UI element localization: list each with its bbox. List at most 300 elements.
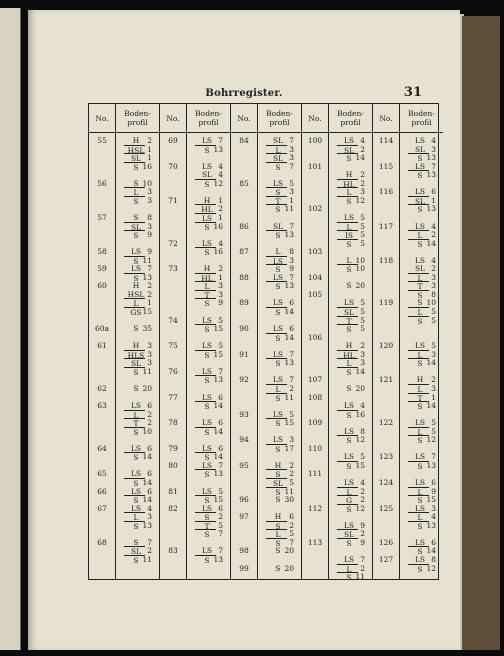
- layer-thickness: 4: [431, 255, 436, 265]
- layer-thickness: 2: [360, 529, 365, 539]
- layer-thickness: 7: [147, 537, 152, 547]
- soil-type-code: LS: [414, 341, 426, 351]
- layer-thickness: 12: [213, 178, 223, 188]
- header-soil-profile-line2: profil: [269, 118, 290, 127]
- borehole-number: 77: [168, 392, 178, 402]
- soil-type-code: LS: [201, 503, 213, 513]
- layer-thickness: 7: [218, 460, 223, 470]
- layer-thickness: 11: [142, 366, 152, 376]
- soil-type-code: SL: [201, 170, 213, 180]
- layer-thickness: 12: [355, 503, 365, 513]
- soil-type-code: HLS: [124, 350, 145, 360]
- layer-thickness: 2: [289, 469, 294, 479]
- soil-type-code: S: [124, 273, 145, 283]
- soil-type-code: GS: [124, 307, 145, 317]
- layer-thickness: 14: [142, 478, 152, 487]
- profile-layer: [124, 367, 155, 377]
- layer-thickness: 7: [289, 349, 294, 359]
- layer-thickness: 13: [213, 554, 223, 564]
- layer-thickness: 11: [284, 392, 294, 402]
- layer-thickness: 13: [426, 520, 436, 530]
- soil-type-code: S: [133, 383, 139, 393]
- soil-type-code: S: [266, 204, 287, 214]
- header-soil-profile-line2: profil: [127, 118, 148, 127]
- soil-type-code: S: [195, 350, 216, 360]
- layer-thickness: 14: [213, 426, 223, 436]
- profile-layer: [195, 298, 226, 308]
- column-soil-profile: [187, 104, 230, 579]
- layer-thickness: 1: [431, 195, 436, 205]
- layer-thickness: 13: [284, 230, 294, 240]
- profile-layer: [408, 435, 439, 445]
- borehole-number: 81: [168, 486, 178, 496]
- layer-thickness: 9: [360, 520, 365, 530]
- soil-type-code: S: [266, 162, 287, 172]
- soil-type-code: LS: [272, 178, 284, 188]
- layer-thickness: 5: [218, 486, 223, 496]
- soil-type-code: SL: [337, 307, 358, 317]
- borehole-number: 122: [378, 418, 394, 428]
- soil-type-code: S: [195, 529, 216, 539]
- layer-thickness: 1: [218, 272, 223, 282]
- soil-type-code: S: [124, 555, 145, 565]
- header-number: No.: [89, 104, 115, 133]
- profile-layer: [408, 358, 439, 368]
- layer-thickness: 15: [213, 349, 223, 359]
- profile-layer: [124, 521, 155, 531]
- soil-type-code: S: [133, 537, 139, 547]
- layer-thickness: 1: [218, 212, 223, 222]
- profile-layer: [124, 427, 155, 437]
- soil-type-code: H: [274, 512, 282, 522]
- soil-type-code: S: [337, 504, 358, 514]
- soil-type-code: LS: [414, 221, 426, 231]
- layer-thickness: 12: [426, 563, 436, 573]
- layer-thickness: 14: [426, 358, 436, 368]
- borehole-number: 60a: [94, 324, 109, 334]
- soil-type-code: HL: [337, 179, 358, 189]
- layer-thickness: 13: [213, 375, 223, 385]
- borehole-number: 100: [307, 136, 323, 145]
- soil-type-code: L: [337, 564, 358, 574]
- layer-thickness: 3: [147, 349, 152, 359]
- layer-thickness: 35: [142, 324, 152, 334]
- layer-thickness: 2: [360, 563, 365, 573]
- column-number: [160, 104, 187, 579]
- soil-type-code: H: [132, 136, 140, 145]
- layer-thickness: 2: [360, 170, 365, 180]
- layer-thickness: 14: [284, 307, 294, 316]
- layer-thickness: 20: [142, 383, 152, 393]
- soil-type-code: SL: [124, 153, 145, 163]
- soil-type-code: S: [337, 435, 358, 445]
- header-soil-profile: [400, 104, 443, 133]
- layer-thickness: 2: [147, 136, 152, 145]
- soil-type-code: L: [195, 281, 216, 291]
- soil-type-code: S: [195, 179, 216, 189]
- borehole-number: 126: [378, 537, 394, 547]
- borehole-number: 70: [168, 161, 178, 171]
- soil-type-code: LS: [272, 435, 284, 445]
- layer-thickness: 11: [142, 255, 152, 265]
- soil-type-code: LS: [201, 546, 213, 556]
- soil-type-code: LS: [130, 401, 142, 411]
- layer-thickness: 14: [355, 153, 365, 163]
- layer-thickness: 3: [147, 221, 152, 231]
- layer-thickness: 7: [289, 537, 294, 547]
- layer-thickness: 1: [289, 195, 294, 205]
- soil-type-code: S: [195, 555, 216, 565]
- layer-thickness: 7: [289, 375, 294, 385]
- borehole-number: 127: [378, 554, 394, 564]
- soil-type-code: LS: [414, 136, 426, 145]
- layer-thickness: 14: [426, 238, 436, 248]
- layer-thickness: 3: [431, 383, 436, 393]
- layer-thickness: 2: [218, 204, 223, 214]
- layer-thickness: 13: [142, 520, 152, 530]
- soil-type-code: L: [124, 187, 145, 197]
- layer-thickness: 2: [147, 418, 152, 428]
- layer-thickness: 6: [147, 486, 152, 496]
- layer-thickness: 2: [360, 341, 365, 351]
- soil-type-code: LS: [414, 161, 426, 171]
- layer-thickness: 2: [431, 230, 436, 240]
- layer-thickness: 10: [426, 298, 436, 308]
- layer-thickness: 3: [431, 281, 436, 291]
- column-number: [89, 104, 116, 579]
- column-soil-profile: [258, 104, 301, 579]
- soil-type-code: T: [195, 290, 216, 300]
- profile-layer: [266, 495, 297, 504]
- borehole-number: 113: [307, 537, 323, 547]
- soil-type-code: T: [408, 281, 429, 291]
- header-number: No.: [160, 104, 186, 133]
- profile-layer: [266, 230, 297, 240]
- soil-type-code: L: [266, 529, 287, 539]
- profile-layer: [408, 170, 439, 180]
- borehole-number: 76: [168, 366, 178, 376]
- borehole-register-table: [88, 103, 439, 583]
- borehole-number: 62: [97, 383, 107, 393]
- profile-layer: [337, 196, 368, 206]
- borehole-number: 82: [168, 503, 178, 513]
- soil-type-code: S: [266, 307, 287, 317]
- layer-thickness: 2: [431, 375, 436, 385]
- soil-type-code: LS: [414, 418, 426, 428]
- soil-type-code: L: [266, 145, 287, 155]
- soil-type-code: SL: [408, 196, 429, 206]
- soil-type-code: S: [275, 563, 281, 573]
- profile-layer: [195, 247, 226, 257]
- profile-layer: [266, 307, 297, 317]
- layer-thickness: 16: [213, 247, 223, 257]
- borehole-number: 71: [168, 195, 178, 205]
- soil-type-code: S: [408, 290, 429, 300]
- profile-layer: [195, 324, 226, 334]
- header-number: No.: [373, 104, 399, 133]
- layer-thickness: 6: [431, 537, 436, 547]
- soil-type-code: S: [124, 162, 145, 172]
- layer-thickness: 9: [431, 486, 436, 496]
- facing-page-edge: [0, 8, 21, 650]
- soil-type-code: L: [408, 230, 429, 240]
- layer-thickness: 5: [360, 230, 365, 240]
- soil-type-code: S: [195, 247, 216, 257]
- soil-type-code: S: [195, 375, 216, 385]
- soil-type-code: S: [408, 495, 429, 505]
- soil-type-code: L: [337, 487, 358, 497]
- book-cover-edge: [462, 16, 500, 650]
- layer-thickness: 3: [360, 358, 365, 368]
- profile-layer: [337, 410, 368, 420]
- soil-type-code: LS: [201, 460, 213, 470]
- layer-thickness: 10: [355, 255, 365, 265]
- header-soil-profile: [258, 104, 301, 133]
- soil-type-code: H: [274, 460, 282, 470]
- soil-type-code: S: [408, 461, 429, 471]
- layer-thickness: 20: [355, 281, 365, 291]
- borehole-number: 90: [239, 324, 249, 334]
- layer-thickness: 7: [360, 554, 365, 564]
- layer-thickness: 5: [360, 221, 365, 231]
- profile-layer: [337, 461, 368, 471]
- borehole-number: 121: [378, 375, 394, 385]
- profile-layer: [266, 564, 297, 573]
- page-number: 31: [403, 85, 422, 100]
- borehole-number: 102: [307, 204, 323, 214]
- soil-type-code: LS: [201, 161, 213, 171]
- soil-type-code: S: [133, 212, 139, 222]
- borehole-number: 108: [307, 392, 323, 402]
- layer-thickness: 14: [213, 401, 223, 411]
- profile-layer: [337, 367, 368, 377]
- soil-type-code: H: [132, 281, 140, 291]
- profile-layer: [266, 546, 297, 555]
- layer-thickness: 14: [142, 452, 152, 462]
- soil-type-code: LS: [414, 452, 426, 462]
- layer-thickness: 15: [213, 495, 223, 505]
- running-title: Bohrregister.: [205, 88, 283, 99]
- layer-thickness: 4: [218, 161, 223, 171]
- borehole-number: 63: [97, 401, 107, 411]
- borehole-number: 83: [168, 546, 178, 556]
- borehole-number: 92: [239, 375, 249, 385]
- soil-type-code: S: [133, 178, 139, 188]
- borehole-number: 87: [239, 247, 249, 257]
- layer-thickness: 16: [142, 161, 152, 171]
- layer-thickness: 14: [213, 452, 223, 462]
- soil-type-code: S: [346, 281, 352, 291]
- soil-type-code: T: [266, 196, 287, 206]
- profile-layer: [266, 281, 297, 291]
- layer-thickness: 2: [289, 520, 294, 530]
- layer-thickness: 16: [355, 409, 365, 419]
- column-soil-profile: [116, 104, 159, 579]
- soil-type-code: LS: [195, 213, 216, 223]
- borehole-number: 68: [97, 537, 107, 547]
- soil-type-code: S: [124, 427, 145, 437]
- soil-type-code: L: [408, 512, 429, 522]
- soil-type-code: H: [203, 195, 211, 205]
- layer-thickness: 6: [218, 392, 223, 402]
- layer-thickness: 7: [218, 136, 223, 145]
- profile-layer: [337, 281, 368, 290]
- layer-thickness: 5: [360, 315, 365, 325]
- layer-thickness: 6: [289, 324, 294, 334]
- layer-thickness: 17: [284, 443, 294, 453]
- layer-thickness: 10: [142, 426, 152, 436]
- soil-type-code: SL: [272, 221, 284, 231]
- borehole-number: 95: [239, 460, 249, 470]
- soil-type-code: S: [408, 521, 429, 531]
- layer-thickness: 15: [142, 307, 152, 316]
- page-header: [28, 85, 460, 104]
- profile-layer: [195, 427, 226, 437]
- profile-layer: [195, 469, 226, 479]
- layer-thickness: 5: [289, 409, 294, 419]
- header-soil-profile-line2: profil: [198, 118, 219, 127]
- layer-thickness: 1: [431, 392, 436, 402]
- layer-thickness: 7: [218, 366, 223, 376]
- layer-thickness: 10: [142, 178, 152, 188]
- soil-type-code: LS: [266, 256, 287, 266]
- profile-layer: [266, 333, 297, 343]
- soil-type-code: LS: [130, 443, 142, 453]
- layer-thickness: 2: [289, 383, 294, 393]
- soil-type-code: L: [337, 358, 358, 368]
- profile-layer: [337, 384, 368, 393]
- borehole-number: 101: [307, 161, 323, 171]
- soil-type-code: S: [337, 538, 358, 548]
- soil-type-code: S: [337, 324, 358, 334]
- layer-thickness: 3: [147, 187, 152, 197]
- soil-type-code: S: [275, 495, 281, 505]
- soil-type-code: S: [408, 170, 429, 180]
- layer-thickness: 5: [431, 426, 436, 436]
- soil-type-code: LS: [414, 255, 426, 265]
- layer-thickness: 5: [360, 212, 365, 222]
- soil-type-code: LS: [272, 298, 284, 308]
- borehole-number: 73: [168, 264, 178, 274]
- layer-thickness: 2: [147, 289, 152, 299]
- layer-thickness: 20: [284, 546, 294, 556]
- profile-layer: [124, 555, 155, 565]
- layer-thickness: 6: [431, 187, 436, 197]
- layer-thickness: 2: [147, 281, 152, 291]
- layer-thickness: 2: [218, 264, 223, 274]
- soil-type-code: H: [132, 341, 140, 351]
- borehole-number: 109: [307, 418, 323, 428]
- layer-thickness: 5: [360, 307, 365, 316]
- soil-type-code: L: [408, 273, 429, 283]
- soil-type-code: S: [124, 367, 145, 377]
- soil-type-code: S: [195, 298, 216, 308]
- layer-thickness: 4: [360, 401, 365, 411]
- soil-type-code: S: [337, 461, 358, 471]
- layer-thickness: 1: [218, 195, 223, 205]
- soil-type-code: LS: [414, 478, 426, 487]
- layer-thickness: 8: [360, 426, 365, 436]
- borehole-number: 56: [97, 178, 107, 188]
- soil-type-code: S: [266, 333, 287, 343]
- layer-thickness: 3: [431, 272, 436, 282]
- soil-type-code: L: [337, 187, 358, 197]
- soil-type-code: S: [266, 230, 287, 240]
- soil-type-code: S: [408, 546, 429, 556]
- soil-type-code: LS: [414, 554, 426, 564]
- soil-type-code: S: [266, 393, 287, 403]
- layer-thickness: 2: [147, 546, 152, 556]
- layer-thickness: 15: [284, 418, 294, 428]
- soil-type-code: L: [124, 298, 145, 308]
- layer-thickness: 8: [147, 212, 152, 222]
- borehole-number: 59: [97, 264, 107, 274]
- soil-type-code: LS: [272, 272, 284, 282]
- layer-thickness: 1: [147, 144, 152, 154]
- layer-thickness: 10: [355, 264, 365, 274]
- soil-type-code: S: [408, 316, 429, 326]
- borehole-number: 89: [239, 298, 249, 308]
- soil-type-code: S: [408, 435, 429, 445]
- borehole-number: 98: [239, 546, 249, 556]
- soil-type-code: T: [124, 418, 145, 428]
- header-soil-profile-line1: Boden-: [337, 109, 364, 118]
- layer-thickness: 3: [147, 512, 152, 522]
- soil-type-code: S: [266, 538, 287, 548]
- column-soil-profile: [400, 104, 443, 579]
- soil-type-code: LS: [130, 486, 142, 496]
- layer-thickness: 2: [147, 409, 152, 419]
- layer-thickness: 6: [289, 512, 294, 522]
- borehole-number: 91: [239, 349, 249, 359]
- profile-layer: [337, 324, 368, 334]
- soil-type-code: T: [408, 393, 429, 403]
- layer-thickness: 6: [218, 443, 223, 453]
- layer-thickness: 1: [147, 298, 152, 308]
- borehole-number: 61: [97, 341, 107, 351]
- soil-type-code: S: [266, 264, 287, 274]
- borehole-number: 80: [168, 460, 178, 470]
- soil-type-code: S: [195, 222, 216, 232]
- profile-layer: [408, 461, 439, 471]
- borehole-number: 105: [307, 289, 323, 299]
- profile-layer: [124, 162, 155, 172]
- header-soil-profile-line2: profil: [411, 118, 432, 127]
- profile-layer: [337, 435, 368, 445]
- profile-layer: [408, 204, 439, 214]
- layer-thickness: 9: [147, 247, 152, 257]
- layer-thickness: 2: [218, 512, 223, 522]
- layer-thickness: 5: [360, 324, 365, 334]
- soil-type-code: LS: [272, 324, 284, 334]
- soil-type-code: S: [195, 145, 216, 155]
- column-number: [231, 104, 258, 579]
- layer-thickness: 12: [355, 435, 365, 445]
- soil-type-code: S: [266, 187, 287, 197]
- soil-type-code: S: [408, 564, 429, 574]
- soil-type-code: L: [266, 384, 287, 394]
- layer-thickness: 5: [289, 478, 294, 487]
- layer-thickness: 9: [218, 298, 223, 308]
- soil-type-code: SL: [414, 144, 426, 154]
- profile-layer: [408, 564, 439, 574]
- soil-type-code: LS: [343, 478, 355, 487]
- soil-type-code: S: [124, 478, 145, 488]
- profile-layer: [195, 179, 226, 189]
- borehole-number: 67: [97, 503, 107, 513]
- soil-type-code: S: [124, 256, 145, 266]
- layer-thickness: 3: [147, 358, 152, 368]
